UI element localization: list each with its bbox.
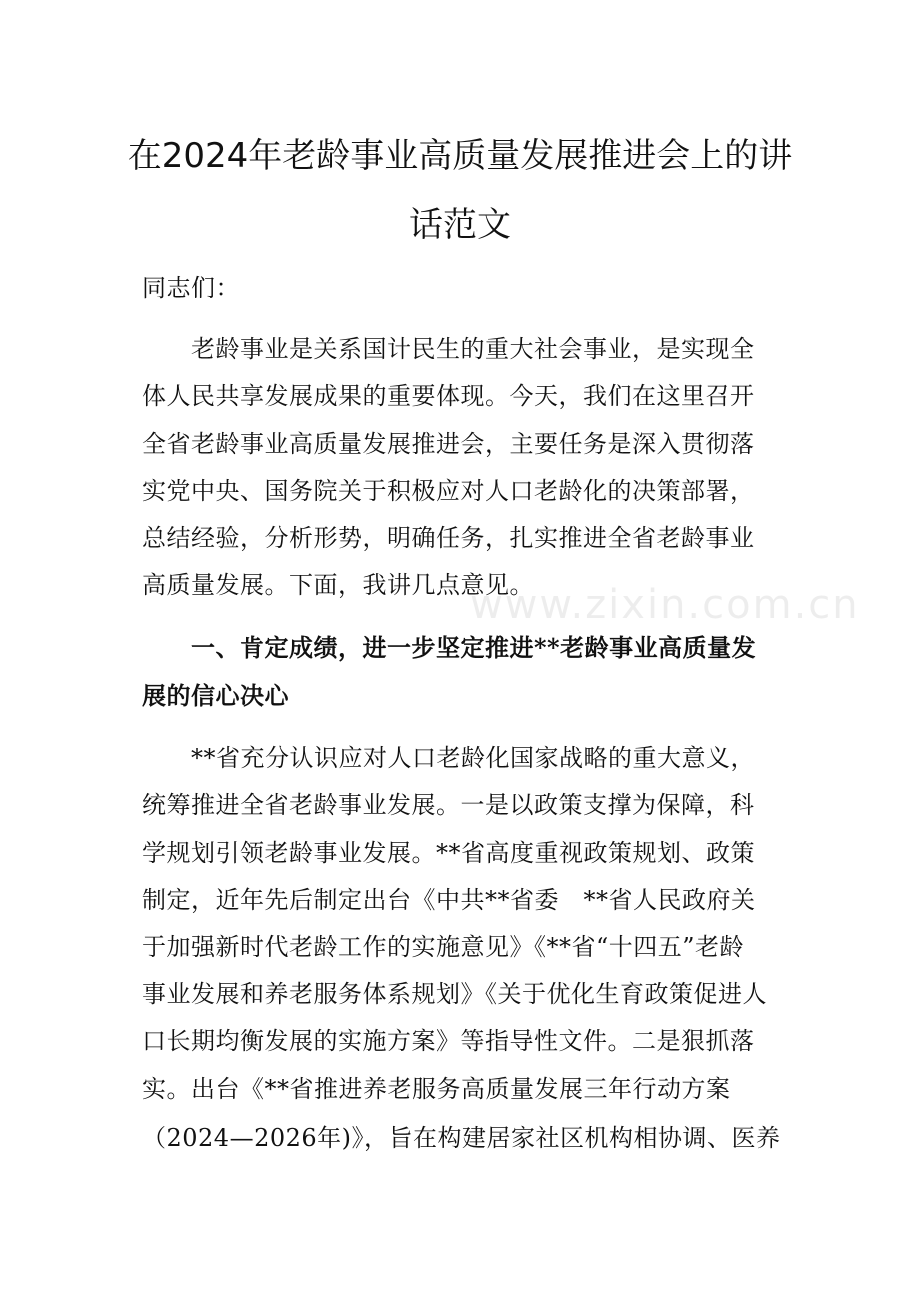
- greeting: 同志们：: [142, 274, 240, 302]
- body-line: 口长期均衡发展的实施方案》等指导性文件。二是狠抓落: [142, 1027, 755, 1055]
- section-heading-line: 一、肯定成绩，进一步坚定推进**老龄事业高质量发: [142, 633, 757, 662]
- body-line: （2024—2026年)》，旨在构建居家社区机构相协调、医养: [142, 1124, 781, 1152]
- body-line: 实。出台《**省推进养老服务高质量发展三年行动方案: [142, 1075, 731, 1103]
- body-line: 统筹推进全省老龄事业发展。一是以政策支撑为保障，科: [142, 791, 755, 819]
- body-line: 实党中央、国务院关于积极应对人口老龄化的决策部署，: [142, 477, 755, 505]
- section-heading-line: 展的信心决心: [142, 681, 289, 710]
- document-title-line2: 话范文: [409, 205, 511, 245]
- watermark: www.zixin.com.cn: [470, 582, 860, 628]
- body-line: 老龄事业是关系国计民生的重大社会事业，是实现全: [142, 335, 755, 363]
- body-line: 于加强新时代老龄工作的实施意见》《**省“十四五”老龄: [142, 933, 745, 961]
- document-title-line1: 在2024年老龄事业高质量发展推进会上的讲: [127, 136, 793, 176]
- body-line: 学规划引领老龄事业发展。**省高度重视政策规划、政策: [142, 839, 755, 867]
- body-line: **省充分认识应对人口老龄化国家战略的重大意义，: [142, 744, 755, 772]
- body-line: 全省老龄事业高质量发展推进会，主要任务是深入贯彻落: [142, 430, 755, 458]
- body-line: 总结经验，分析形势，明确任务，扎实推进全省老龄事业: [142, 524, 755, 552]
- body-line: 制定，近年先后制定出台《中共**省委 **省人民政府关: [142, 886, 756, 914]
- body-line: 事业发展和养老服务体系规划》《关于优化生育政策促进人: [142, 980, 767, 1008]
- body-line: 体人民共享发展成果的重要体现。今天，我们在这里召开: [142, 382, 755, 410]
- body-line: 高质量发展。下面，我讲几点意见。: [142, 571, 534, 599]
